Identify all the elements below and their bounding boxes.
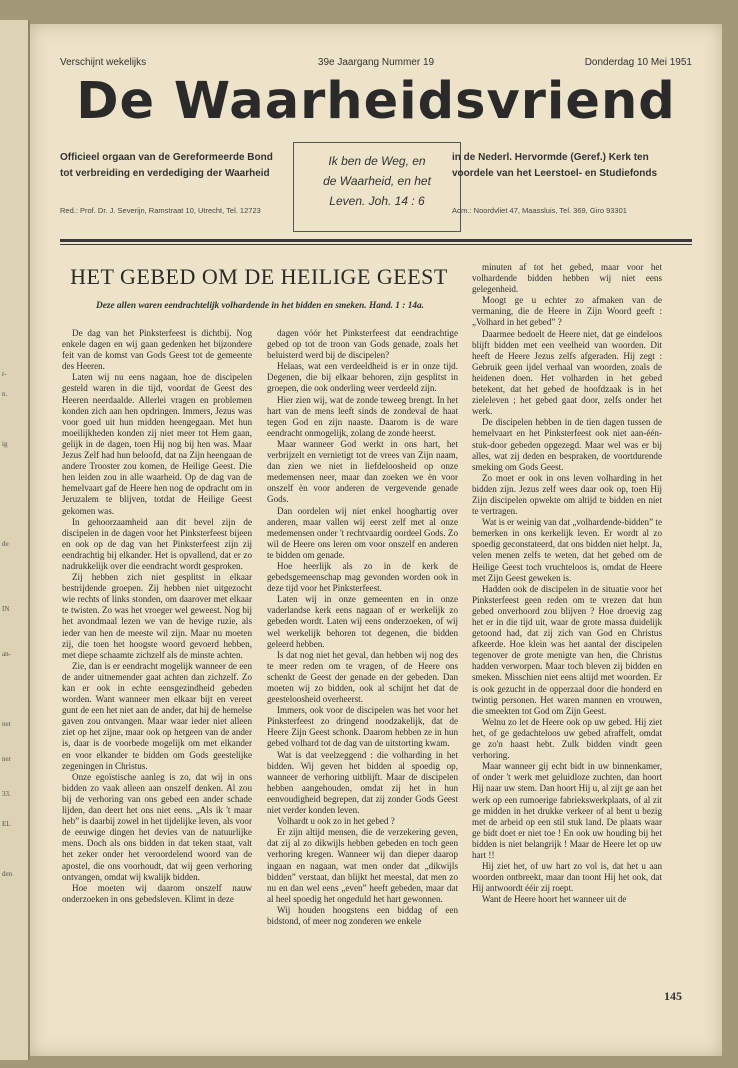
header-rule — [60, 239, 692, 242]
paragraph: Hadden ook de discipelen in de situatie voor het Pinksterfeest geen reden om te vrezen dat hun gebed onverhoord zou blijven ? Hoe droevig zag het er in die tijd uit, waar de grote massa duidelijk getoond had, dat zij zich van God en Christus afkeerde. Hoe klein was het aantal der discipelen tegenover de grote menigte van hen, die Christus hadden verworpen. Maar toch bleven zij bidden en smeken. Misschien niet eens altijd met woorden. Er is ook gezucht in de opperzaal door die honderd en twintig personen. Het waren mannen en vrouwen, die smeekten tot God om Zijn Geest. — [472, 583, 662, 716]
column-1 — [62, 328, 252, 905]
paragraph: Hoe moeten wij daarom onszelf nauw onderzoeken in ons gebedsleven. Klimt in deze — [62, 882, 252, 904]
motto-box: Ik ben de Weg, en de Waarheid, en het Leven. Joh. 14 : 6 — [293, 142, 461, 232]
paragraph: Daarmee bedoelt de Heere niet, dat ge eindeloos blijft bidden met een veelheid van woorden. Dit heeft de Heere Jezus zelfs afgeraden. Hij zegt : Gebruik geen ijdel verhaal van woorden, zoals de heidenen doen. Het volharden in het gebed betekent, dat het gebed de hoofdzaak is in het zieleleven ; het gebed gaat door, zelfs onder het werk. — [472, 328, 662, 417]
article-epigraph: Deze allen waren eendrachtelijk volhardende in het bidden en smeken. Hand. 1 : 14a. — [96, 301, 424, 311]
paragraph: Volhardt u ook zo in het gebed ? — [277, 816, 395, 827]
paragraph: Dan oordelen wij niet enkel hooghartig over anderen, maar vallen wij eerst zelf met al onze medemensen onder 't rechtvaardig oordeel Gods. Zo wil de Heere ons leren om voor onszelf en anderen te bidden om genade. — [267, 505, 458, 560]
paragraph: Immers, ook voor de discipelen was het voor het Pinksterfeest zo dringend noodzakelijk, dat de Heere Zijn Geest schonk. Daarom hebben ze in hun gebed volhard tot de dag van de uitstorting kwam. — [267, 705, 458, 749]
paragraph: Zij hebben zich niet gesplitst in elkaar bestrijdende groepen. Zij hebben niet uitgezocht wie rechts of links stonden, om daarover met elkaar te twisten. Zo was het vroeger wel geweest. Nog bij het avondmaal lezen we van de hevige ruzie, als ieder van hen de meeste wil zijn. Maar nu moeten zij, die toen het hoogste woord gevoerd hebben, met diepe schaamte zichzelf als de minste achten. — [62, 572, 252, 660]
paragraph: Maar wanneer God werkt in ons hart, het verbrijzelt en vernietigt tot de vrees van Zijn naam, dan zien we niet in liefdeloosheid op onze medemensen neer, maar dan zoeken we èn voor onszelf èn voor anderen de vergevende genade Gods. — [267, 438, 458, 505]
issue-date: Donderdag 10 Mei 1951 — [584, 57, 692, 68]
article-title: HET GEBED OM DE HEILIGE GEEST — [70, 264, 448, 289]
paragraph: Helaas, wat een verdeeldheid is er in onze tijd. Degenen, die bij elkaar behoren, zijn gesplitst in groepen, die ook onderling weer verdeeld zijn. — [267, 361, 458, 394]
admin-address: Adm.: Noordvliet 47, Maassluis, Tel. 369, Giro 93301 — [452, 206, 627, 215]
column-3 — [472, 262, 662, 905]
paragraph: Moogt ge u echter zo afmaken van de vermaning, die de Heere in Zijn Woord geeft : „Volhard in het gebed” ? — [472, 295, 662, 328]
paragraph: Er zijn altijd mensen, die de verzekering geven, dat zij al zo dikwijls hebben gebeden en toch geen verhoring kregen. Wanneer wij dan dieper daarop ingaan en nagaan, wat men onder dat „dikwijls bidden” verstaat, dan blijkt het meestal, dat men zo nu en dan wel eens „even” heeft gebeden, maar dat al heel spoedig het ongeduld het hart gewonnen. — [267, 827, 458, 904]
paragraph: De dag van het Pinksterfeest is dichtbij. Nog enkele dagen en wij gaan gedenken het bijzondere feit van de komst van Gods Geest tot de gemeente des Heeren. — [62, 328, 252, 372]
paragraph: minuten af tot het gebed, maar voor het volhardende bidden hebben wij niet eens gelegenheid. — [472, 262, 662, 295]
paragraph: Maar wanneer gij echt bidt in uw binnenkamer, of onder 't werk met geluidloze zuchten, dan hoort Hij naar uw stem. Dan hoort Hij u, al zijt ge aan het werk op een rumoerige fabriekswerkplaats, of al zit ge midden in het drukke verkeer of al bent u bezig met de arbeid op een stil stuk land. De plaats waar ge bidt doet er niet toe ! En ook uw houding bij het bidden is niet belangrijk ! Maar de Heere let op uw hart !! — [472, 761, 662, 860]
column-2 — [267, 328, 458, 927]
paragraph: Wat is er weinig van dat „volhardende-bidden” te bemerken in ons kerkelijk leven. Er wordt al zo spoedig geconstateerd, dat ons bidden niet helpt. Ja, velen menen zelfs te weten, dat het gebed om de Heilige Geest toch vruchteloos is, omdat de Heere met Zijn Geest geweken is. — [472, 517, 662, 583]
paragraph: Laten wij nu eens nagaan, hoe de discipelen gesteld waren in die tijd, voordat de Geest des Heeren neerdaalde. Allerlei vragen en problemen konden zich aan hen opdringen. Immers, Jezus was voor goed uit hun midden heengegaan. Met hun moeilijkheden konden zij niet meer tot Hem gaan, gelijk in de dagen, toen Hij nog bij hen was. Maar Jezus Zelf had hun beloofd, dat na Zijn heengaan de andere Trooster zou komen, de Heilige Geest. Die hen leiden zou in alle waarheid. Op de dag van de hemelvaart gaf de Heere hen nog de opdracht om in Jeruzalem te blijven, totdat de Heilige Geest gekomen was. — [62, 372, 252, 516]
frequency: Verschijnt wekelijks — [60, 57, 147, 68]
paragraph: Wij houden hoogstens een biddag of een bidstond, of meer nog zonderen we enkele — [267, 904, 458, 926]
paragraph: Hoe heerlijk als zo in de kerk de gebedsgemeenschap mag gevonden worden ook in deze tijd voor het Pinksterfeest. — [267, 560, 458, 594]
paragraph: Onze egoïstische aanleg is zo, dat wij in ons bidden zo vaak alleen aan onszelf denken. Al zou bij de verhoring van ons gebed een ander schade lijden, dan deert het ons niet eens. „Als ik 't maar heb” is daarbij zowel in het tijdelijke leven, als voor de eeuwige dingen het devies van de natuurlijke mens. Doch als ons bidden in dat teken staat, valt het zeker onder het veroordelend woord van de apostel, die ons voorhoudt, dat wij geen verhoring ontvangen, omdat wij kwalijk bidden. — [62, 771, 252, 882]
subtitle-left: Officieel orgaan van de Gereformeerde Bond tot verbreiding en verdediging der Waarheid — [60, 152, 273, 179]
header-line — [60, 57, 692, 71]
paragraph: Is dat nog niet het geval, dan hebben wij nog des te meer reden om te vragen, of de Heere ons schenkt de Geest der genade en der gebeden. Dan moeten wij zo bidden, ook al schijnt het dat de geesteloosheid overheerst. — [267, 649, 458, 705]
paragraph: Zie, dan is er eendracht mogelijk wanneer de een de ander uitnemender gaat achten dan zichzelf. Zo kan er ook in echte eensgezindheid gebeden worden. Want wanneer men elkaar bijt en vereet gunt de een het niet aan de ander, dat hij de hemelse gaven zou ontvangen. Maar waar ieder niet alleen ziet op het zijne, maar ook op hetgeen van de ander is, daar is de voorbede mogelijk om met elkander en voor elkander te bidden om Gods geestelijke zegeningen in Christus. — [62, 660, 252, 771]
paragraph: De discipelen hebben in de tien dagen tussen de hemelvaart en het Pinksterfeest ook niet aan-één-stuk-door gebeden opgezegd. Maar wel was er bij alles, wat zij deden en bespraken, de voortdurende smeking om Gods Geest. — [472, 417, 662, 472]
newspaper-page — [30, 24, 722, 1056]
paragraph: Laten wij in onze gemeenten en in onze vaderlandse kerk eens nagaan of er werkelijk zo gebeden wordt. Laten wij eens onderzoeken, of wij wel werkelijk behoren tot degenen, die bidden geleerd hebben. — [267, 594, 458, 649]
paragraph: Hij ziet het, of uw hart zo vol is, dat het u aan woorden ontbreekt, maar dan toont Hij het ook, dat Hij antwoordt ééir zij roept. — [472, 861, 662, 894]
adjacent-page-edge: r- n. ig de IN an- net ner 33. EL den — [0, 20, 30, 1060]
issue-info: 39e Jaargang Nummer 19 — [317, 57, 435, 68]
paragraph: dagen vóór het Pinksterfeest dat eendrachtige gebed op tot de troon van Gods genade, zoals het beluisterd werd bij de discipelen? — [267, 328, 458, 361]
subtitle-right: in de Nederl. Hervormde (Geref.) Kerk ten voordele van het Leerstoel- en Studiefonds — [452, 152, 658, 179]
paragraph: Wat is dat veelzeggend : die volharding in het bidden. Wij geven het bidden al spoedig op, wanneer de verhoring uitblijft. Maar de discipelen hebben aangehouden, omdat zij het in hun eenvoudigheid begrepen, dat zij zonder Gods Geest niet verder konden leven. — [267, 749, 458, 816]
paragraph: Hier zien wij, wat de zonde teweeg brengt. In het hart van de mens leeft sinds de zondeval de haat tegen God en zijn naaste. Daarom is de ware eendracht onmogelijk, zolang de zonde heerst. — [267, 394, 458, 438]
paragraph: In gehoorzaamheid aan dit bevel zijn de discipelen in de dagen voor het Pinksterfeest bijeen en ook op de dag van het Pinksterfeest zijn zij eendrachtig bij elkander. Het is opvallend, dat er zo nadrukkelijk over die eendracht wordt gesproken. — [62, 516, 252, 571]
header-rule-thin — [60, 244, 692, 245]
page-number: 145 — [664, 989, 682, 1003]
editor-address: Red.: Prof. Dr. J. Severijn, Ramstraat 10, Utrecht, Tel. 12723 — [60, 206, 261, 215]
paragraph: Welnu zo let de Heere ook op uw gebed. Hij ziet het, of ge gedachteloos uw gebed afraffelt, omdat ge zo'n haast hebt. Zulk bidden vindt geen verhoring. — [472, 716, 662, 761]
masthead: De Waarheidsvriend — [76, 72, 676, 131]
paragraph: Zo moet er ook in ons leven volharding in het bidden zijn. Jezus zelf wees daar ook op, toen Hij Zijn discipelen opwekte om altijd te bidden en niet te vertragen. — [472, 472, 662, 517]
paragraph: Want de Heere hoort het wanneer uit de — [482, 894, 627, 905]
